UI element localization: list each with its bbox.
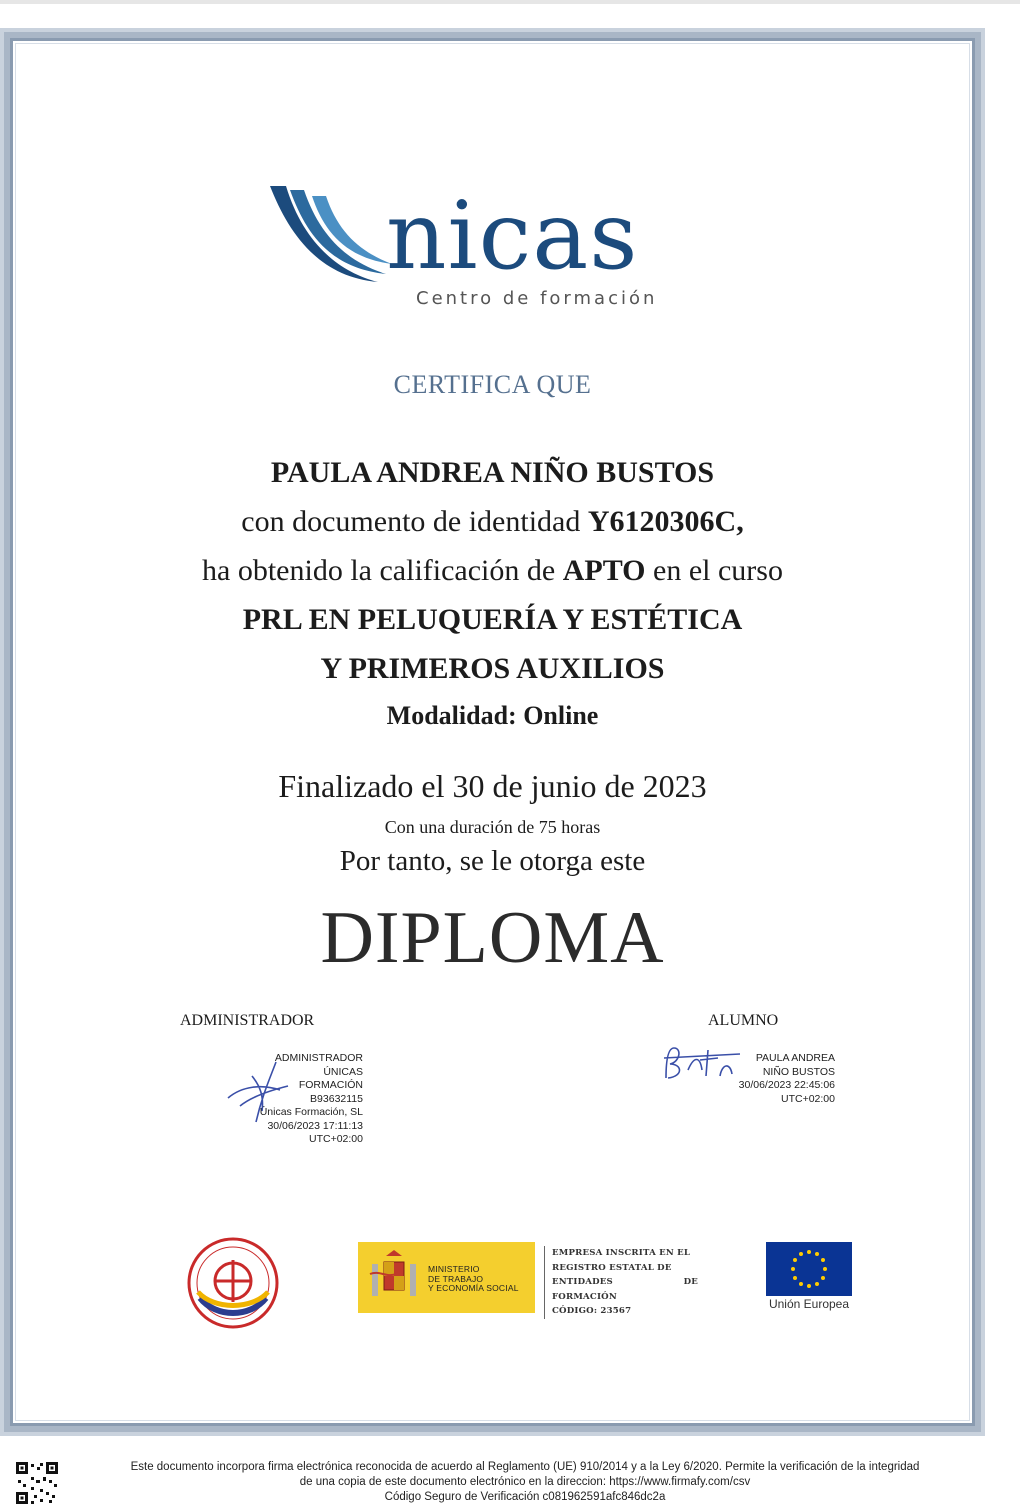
top-divider <box>0 0 1020 4</box>
ministerio-line: DE TRABAJO <box>428 1273 484 1284</box>
icde-seal-icon <box>186 1236 280 1330</box>
logo-tagline: Centro de formación <box>416 288 658 309</box>
grade-suffix: en el curso <box>645 554 783 587</box>
certifica-heading: CERTIFICA QUE <box>393 370 592 399</box>
course-title-line1: PRL EN PELUQUERÍA Y ESTÉTICA <box>242 603 743 636</box>
logo-swoosh-icon <box>268 182 398 302</box>
student-sig-line: 30/06/2023 22:45:06 <box>738 1079 835 1091</box>
footer-line-2: de una copia de este documento electrónico en la direccion: https://www.firmafy.com/csv <box>299 1476 751 1488</box>
modality: Modalidad: Online <box>386 701 599 730</box>
admin-sig-line: 30/06/2023 17:11:13 <box>267 1119 363 1132</box>
eu-stars-icon <box>766 1242 852 1296</box>
identity-prefix: con documento de identidad <box>241 505 588 538</box>
admin-signature-label: ADMINISTRADOR <box>180 1012 315 1029</box>
student-sig-line: UTC+02:00 <box>781 1092 835 1105</box>
admin-sig-line: ADMINISTRADOR <box>274 1052 363 1064</box>
ministerio-text <box>428 1265 519 1294</box>
registro-line: CÓDIGO: 23567 <box>552 1306 632 1316</box>
spain-coat-of-arms-icon <box>366 1248 422 1308</box>
ministerio-logo <box>358 1242 535 1313</box>
ministerio-line: MINISTERIO <box>428 1264 480 1274</box>
registro-line: EMPRESA INSCRITA EN EL <box>552 1248 691 1258</box>
student-signature-details <box>722 1052 835 1106</box>
diploma-title: DIPLOMA <box>320 897 665 979</box>
course-title-line2: Y PRIMEROS AUXILIOS <box>320 652 665 685</box>
footer-line-3: Código Seguro de Verificación c081962591afc846dc2a <box>384 1491 666 1503</box>
admin-signature-details <box>250 1052 363 1147</box>
eu-flag <box>766 1242 852 1296</box>
student-sig-line: PAULA ANDREA <box>755 1052 835 1064</box>
registro-line: REGISTRO ESTATAL DE <box>552 1262 672 1273</box>
grade-line <box>0 554 985 588</box>
logo-wordmark: nicas <box>386 182 639 291</box>
admin-sig-line: Únicas Formación, SL <box>259 1106 363 1118</box>
student-sig-line: NIÑO BUSTOS <box>762 1065 835 1078</box>
student-signature-label: ALUMNO <box>708 1012 779 1029</box>
ministerio-line: Y ECONOMÍA SOCIAL <box>428 1283 519 1293</box>
grade-value: APTO <box>562 554 646 587</box>
duration: Con una duración de 75 horas <box>384 817 601 837</box>
identity-number: Y6120306C, <box>587 505 744 538</box>
admin-sig-line: ÚNICAS <box>323 1065 363 1078</box>
registro-line: ENTIDADES DE FORMACIÓN <box>552 1277 698 1302</box>
recipient-name: PAULA ANDREA NIÑO BUSTOS <box>270 456 715 489</box>
qr-code-icon[interactable] <box>16 1462 58 1504</box>
granted-line: Por tanto, se le otorga este <box>339 845 646 877</box>
admin-sig-line: UTC+02:00 <box>309 1133 363 1145</box>
footer-legal-text <box>90 1460 960 1505</box>
identity-line <box>0 505 985 539</box>
footer-line-1: Este documento incorpora firma electrónica reconocida de acuerdo al Reglamento (UE) 910/2014 y a la Ley 6/2020. Permite la verificación de la integridad <box>130 1461 920 1473</box>
finished-date: Finalizado el 30 de junio de 2023 <box>278 768 707 804</box>
admin-sig-line: FORMACIÓN <box>298 1079 363 1091</box>
grade-prefix: ha obtenido la calificación de <box>202 554 563 587</box>
eu-label: Unión Europea <box>768 1297 850 1311</box>
unicas-logo <box>268 182 698 332</box>
registro-estatal-text <box>544 1246 698 1319</box>
admin-sig-line: B93632115 <box>310 1092 363 1105</box>
